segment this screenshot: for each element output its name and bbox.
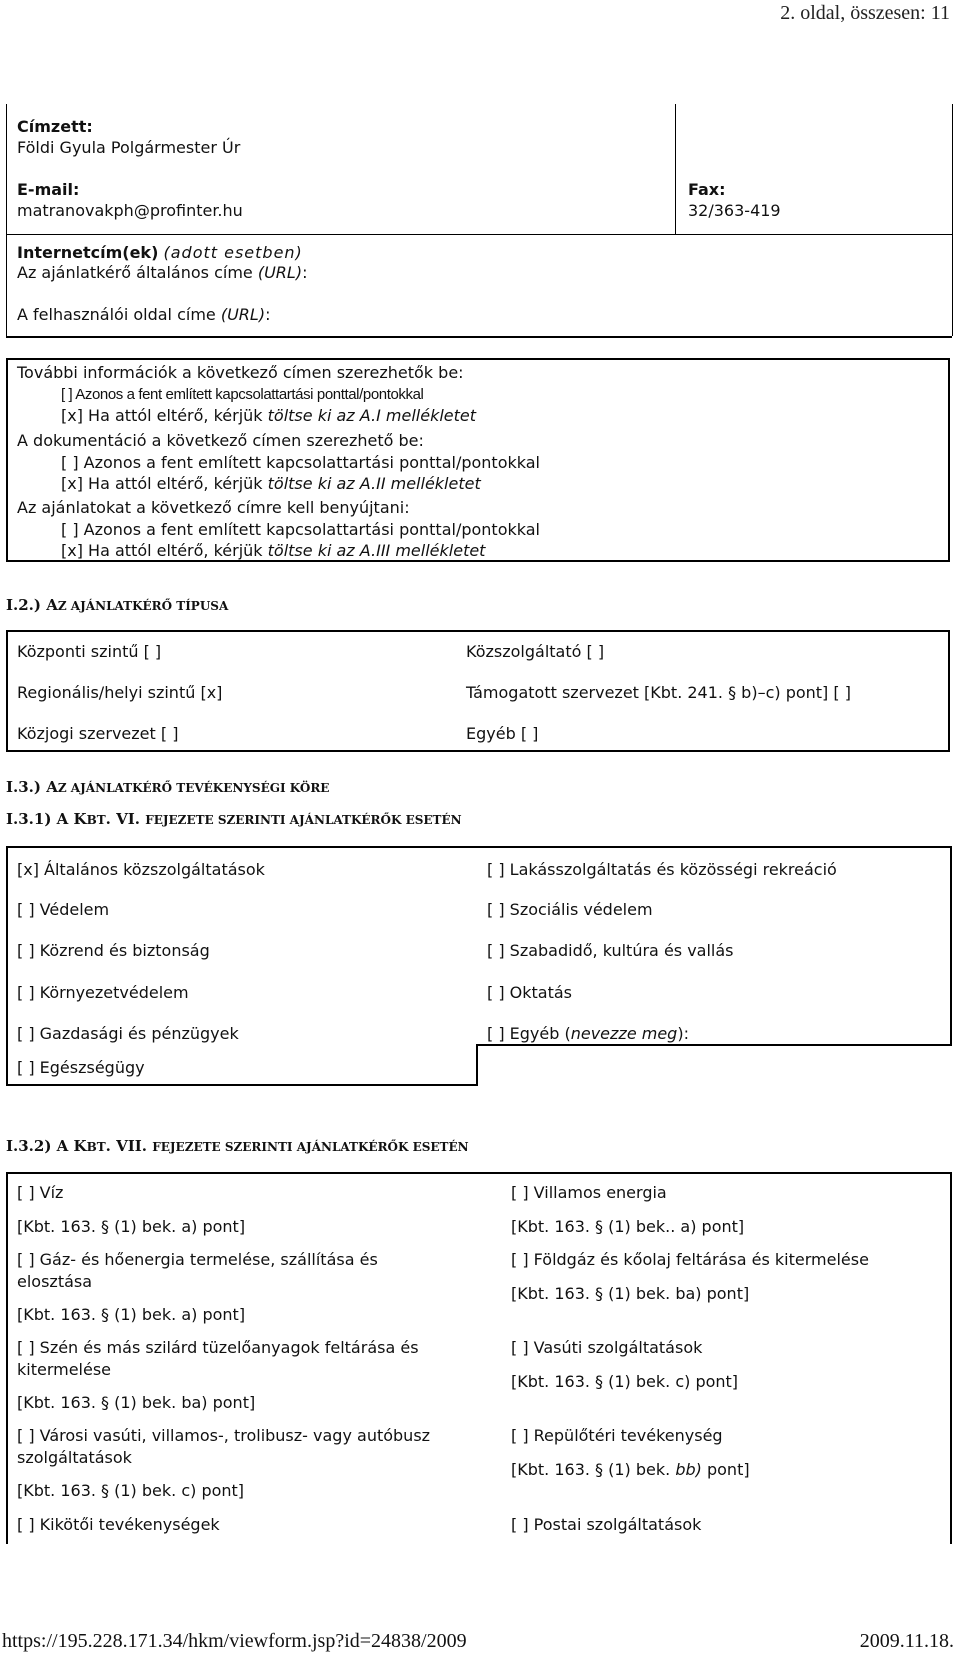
sector-urban-transport-1: [ ] Városi vasúti, villamos-, trolibusz- vagy autóbusz <box>17 1426 431 1445</box>
activity-health: [ ] Egészségügy <box>17 1058 145 1077</box>
section-i2-rest: Z AJÁNLATKÉRŐ TÍPUSA <box>57 599 229 613</box>
activity-social: [ ] Szociális védelem <box>487 900 653 919</box>
i31-bottom-left <box>6 1084 478 1086</box>
activity-recreation: [ ] Szabadidő, kultúra és vallás <box>487 941 734 960</box>
sector-postal: [ ] Postai szolgáltatások <box>511 1515 702 1534</box>
sector-railway: [ ] Vasúti szolgáltatások <box>511 1338 703 1357</box>
section-i31-mid: . VI. <box>105 810 146 828</box>
contact-top-border-left <box>6 104 7 336</box>
profile-url-row <box>17 305 270 325</box>
activity-other <box>487 1024 689 1044</box>
contact-divider-line <box>6 234 952 235</box>
activity-other-italic: nevezze meg <box>570 1024 678 1043</box>
sector-electricity-ref: [Kbt. 163. § (1) bek.. a) pont] <box>511 1217 745 1236</box>
email-label: E-mail: <box>17 180 80 199</box>
docs-text: A dokumentáció a következő címen szerezhető be: <box>17 431 424 450</box>
recipient-label: Címzett: <box>17 117 93 136</box>
submit-text: Az ajánlatokat a következő címre kell benyújtani: <box>17 498 410 517</box>
activity-general: [x] Általános közszolgáltatások <box>17 860 265 879</box>
type-other: Egyéb [ ] <box>466 724 539 743</box>
contact-bottom-border <box>6 336 952 338</box>
otherwise-2 <box>61 474 481 494</box>
sector-airport-ref-suffix: pont] <box>701 1460 750 1479</box>
section-i31-title <box>6 810 462 828</box>
same-address-1: [ ] Azonos a fent említett kapcsolattartási ponttal/pontokkal <box>61 386 424 403</box>
sector-airport-ref-prefix: [Kbt. 163. § (1) bek. <box>511 1460 676 1479</box>
otherwise-1-annex: töltse ki az A.I mellékletet <box>267 406 477 425</box>
profile-url-prefix: A felhasználói oldal címe <box>17 305 221 324</box>
otherwise-1 <box>61 406 476 426</box>
sector-gas-heat-ref: [Kbt. 163. § (1) bek. a) pont] <box>17 1305 246 1324</box>
otherwise-3 <box>61 541 485 561</box>
section-i32-title <box>6 1137 469 1155</box>
sector-oil-gas: [ ] Földgáz és kőolaj feltárása és kitermelése <box>511 1250 869 1269</box>
general-url-prefix: Az ajánlatkérő általános címe <box>17 263 258 282</box>
sector-railway-ref: [Kbt. 163. § (1) bek. c) pont] <box>511 1372 739 1391</box>
page-number: 2. oldal, összesen: 11 <box>780 2 950 24</box>
sector-gas-heat-2: elosztása <box>17 1272 93 1291</box>
section-i31-num: I.3.1) A K <box>6 810 87 828</box>
sector-coal-ref: [Kbt. 163. § (1) bek. ba) pont] <box>17 1393 256 1412</box>
section-i31-rest: FEJEZETE SZERINTI AJÁNLATKÉRŐK ESETÉN <box>145 813 462 827</box>
sector-electricity: [ ] Villamos energia <box>511 1183 667 1202</box>
section-i2-num: I.2.) A <box>6 596 58 614</box>
profile-url-tag: (URL) <box>220 305 266 324</box>
otherwise-2-prefix: [x] Ha attól eltérő, kérjük <box>61 474 268 493</box>
type-public-law: Közjogi szervezet [ ] <box>17 724 179 743</box>
otherwise-3-annex: töltse ki az A.III mellékletet <box>267 541 486 560</box>
section-i3-title <box>6 778 329 796</box>
sector-airport-ref-italic: bb) <box>675 1460 702 1479</box>
sector-oil-gas-ref: [Kbt. 163. § (1) bek. ba) pont] <box>511 1284 750 1303</box>
section-i32-bt: BT <box>86 1140 106 1154</box>
activity-housing: [ ] Lakásszolgáltatás és közösségi rekreáció <box>487 860 837 879</box>
section-i3-rest: Z AJÁNLATKÉRŐ TEVÉKENYSÉGI KÖRE <box>57 781 330 795</box>
general-url-row <box>17 263 307 283</box>
internet-heading <box>17 243 303 263</box>
profile-url-suffix: : <box>265 305 271 324</box>
footer-url[interactable]: https://195.228.171.34/hkm/viewform.jsp?id=24838/2009 <box>2 1630 467 1652</box>
i31-top <box>6 846 952 848</box>
activity-environment: [ ] Környezetvédelem <box>17 983 189 1002</box>
sector-airport-ref <box>511 1460 750 1480</box>
otherwise-2-annex: töltse ki az A.II mellékletet <box>267 474 481 493</box>
more-info-text: További információk a következő címen szerezhetők be: <box>17 363 464 382</box>
i31-left <box>6 846 8 1086</box>
type-central: Központi szintű [ ] <box>17 642 162 661</box>
type-subsidized: Támogatott szervezet [Kbt. 241. § b)–c) pont] [ ] <box>466 683 851 702</box>
section-i32-mid: . VII. <box>105 1137 153 1155</box>
i31-right <box>950 846 952 1046</box>
contact-divider <box>675 104 676 234</box>
type-regional: Regionális/helyi szintű [x] <box>17 683 223 702</box>
activity-other-suffix: ): <box>677 1024 689 1043</box>
email-value[interactable]: matranovakph@profinter.hu <box>17 201 243 220</box>
sector-water: [ ] Víz <box>17 1183 64 1202</box>
activity-public-order: [ ] Közrend és biztonság <box>17 941 210 960</box>
i32-right <box>950 1172 952 1544</box>
sector-gas-heat-1: [ ] Gáz- és hőenergia termelése, szállítása és <box>17 1250 378 1269</box>
activity-other-prefix: [ ] Egyéb ( <box>487 1024 571 1043</box>
section-i3-num: I.3.) A <box>6 778 58 796</box>
sector-urban-transport-2: szolgáltatások <box>17 1448 132 1467</box>
footer-date: 2009.11.18. <box>859 1630 954 1652</box>
type-utility: Közszolgáltató [ ] <box>466 642 605 661</box>
i31-bottom-right <box>476 1044 952 1046</box>
internet-note: (adott esetben) <box>163 243 303 262</box>
internet-label: Internetcím(ek) <box>17 243 159 262</box>
i31-step <box>476 1044 478 1086</box>
otherwise-1-prefix: [x] Ha attól eltérő, kérjük <box>61 406 268 425</box>
sector-airport: [ ] Repülőtéri tevékenység <box>511 1426 723 1445</box>
section-i31-bt: BT <box>86 813 106 827</box>
section-i2-title <box>6 596 228 614</box>
contact-right-border <box>952 104 953 336</box>
fax-label: Fax: <box>688 180 726 199</box>
sector-water-ref: [Kbt. 163. § (1) bek. a) pont] <box>17 1217 246 1236</box>
same-address-3: [ ] Azonos a fent említett kapcsolattartási ponttal/pontokkal <box>61 520 540 539</box>
otherwise-3-prefix: [x] Ha attól eltérő, kérjük <box>61 541 268 560</box>
section-i32-rest: FEJEZETE SZERINTI AJÁNLATKÉRŐK ESETÉN <box>152 1140 469 1154</box>
i32-left <box>6 1172 8 1544</box>
fax-value: 32/363-419 <box>688 201 781 220</box>
activity-economic: [ ] Gazdasági és pénzügyek <box>17 1024 239 1043</box>
sector-urban-transport-ref: [Kbt. 163. § (1) bek. c) pont] <box>17 1481 245 1500</box>
activity-education: [ ] Oktatás <box>487 983 573 1002</box>
recipient-value: Földi Gyula Polgármester Úr <box>17 138 241 157</box>
general-url-suffix: : <box>302 263 308 282</box>
sector-coal-1: [ ] Szén és más szilárd tüzelőanyagok feltárása és <box>17 1338 419 1357</box>
i32-top <box>6 1172 952 1174</box>
sector-port: [ ] Kikötői tevékenységek <box>17 1515 220 1534</box>
section-i32-num: I.3.2) A K <box>6 1137 87 1155</box>
general-url-tag: (URL) <box>257 263 303 282</box>
sector-coal-2: kitermelése <box>17 1360 112 1379</box>
same-address-2: [ ] Azonos a fent említett kapcsolattartási ponttal/pontokkal <box>61 453 540 472</box>
activity-defence: [ ] Védelem <box>17 900 110 919</box>
